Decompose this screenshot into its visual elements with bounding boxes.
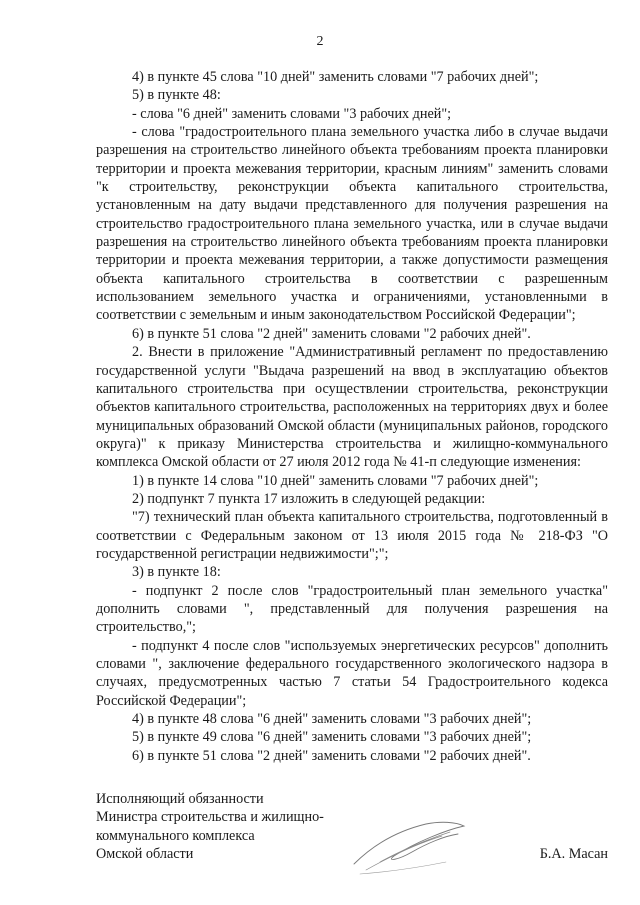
paragraph-section-2: 2. Внести в приложение "Административный регламент по предоставлению государственной услуги "Выдача разрешений на ввод в эксплуатацию объектов капитального строительства при осуществлении строительства, реконструкции объектов капитального строительства, расположенных на территориях двух и более муниципальных образований Омской области (муниципальных районов, городского округа)" к приказу Министерства строительства и жилищно-коммунального комплекса Омской области от 27 июля 2012 года № 41-п следующие изменения: (96, 344, 608, 471)
paragraph-item-5: 5) в пункте 48: (132, 87, 221, 104)
document-body (96, 68, 608, 765)
paragraph-item-4: 4) в пункте 45 слова "10 дней" заменить словами "7 рабочих дней"; (132, 69, 539, 85)
paragraph-sub-6: 6) в пункте 51 слова "2 дней" заменить словами "2 рабочих дней". (132, 747, 531, 764)
paragraph-sub-1: 1) в пункте 14 слова "10 дней" заменить словами "7 рабочих дней"; (132, 472, 539, 489)
paragraph-sub-4: 4) в пункте 48 слова "6 дней" заменить словами "3 рабочих дней"; (132, 711, 532, 728)
signature-title-line: Исполняющий обязанности (96, 791, 264, 807)
paragraph-item-6: 6) в пункте 51 слова "2 дней" заменить словами "2 рабочих дней". (132, 325, 531, 342)
paragraph-quote-7: "7) технический план объекта капитального строительства, подготовленный в соответствии с Федеральным законом от 13 июля 2015 года № 218-ФЗ "О государственной регистрации недвижимости";"; (96, 509, 608, 562)
signature-block (96, 790, 608, 863)
signature-title-line: Омской области (96, 846, 194, 863)
paragraph-dash-sub-2: - подпункт 2 после слов "градостроительный план земельного участка" дополнить словами ", представленный для получения разрешения на строительство,"; (96, 582, 608, 636)
paragraph-sub-2: 2) подпункт 7 пункта 17 изложить в следующей редакции: (132, 490, 486, 507)
signature-title-line: Министра строительства и жилищно- (96, 809, 324, 826)
page-number: 2 (316, 34, 324, 49)
paragraph-dash-sub-4: - подпункт 4 после слов "используемых энергетических ресурсов" дополнить словами ", заключение федерального государственного экологического надзора в случаях, предусмотренных частью 7 статьи 54 Градостроительного кодекса Российской Федерации"; (96, 637, 608, 709)
paragraph-sub-3: 3) в пункте 18: (132, 564, 221, 581)
paragraph-dash-words: - слова "6 дней" заменить словами "3 рабочих дней"; (132, 105, 452, 122)
signature-title-line: коммунального комплекса (96, 827, 255, 844)
signatory-name: Б.А. Масан (539, 846, 608, 862)
handwritten-signature-icon (346, 812, 476, 882)
paragraph-dash-gpzu: - слова "градостроительного плана земельного участка либо в случае выдачи разрешения на строительство линейного объекта требованиям проекта планировки территории и проекта межевания территории, красным линиям" заменить словами "к строительству, реконструкции объекта капитального строительства, установленным на дату выдачи представленного для получения разрешения на строительство градостроительного плана земельного участка, или в случае выдачи разрешения на строительство линейного объекта требованиям проекта планировки территории и проекта межевания территории, а также допустимости размещения объекта капитального строительства в соответствии с разрешенным использованием земельного участка и ограничениями, установленными в соответствии с земельным и иным законодательством Российской Федерации"; (96, 124, 608, 324)
paragraph-sub-5: 5) в пункте 49 слова "6 дней" заменить словами "3 рабочих дней"; (132, 729, 532, 746)
